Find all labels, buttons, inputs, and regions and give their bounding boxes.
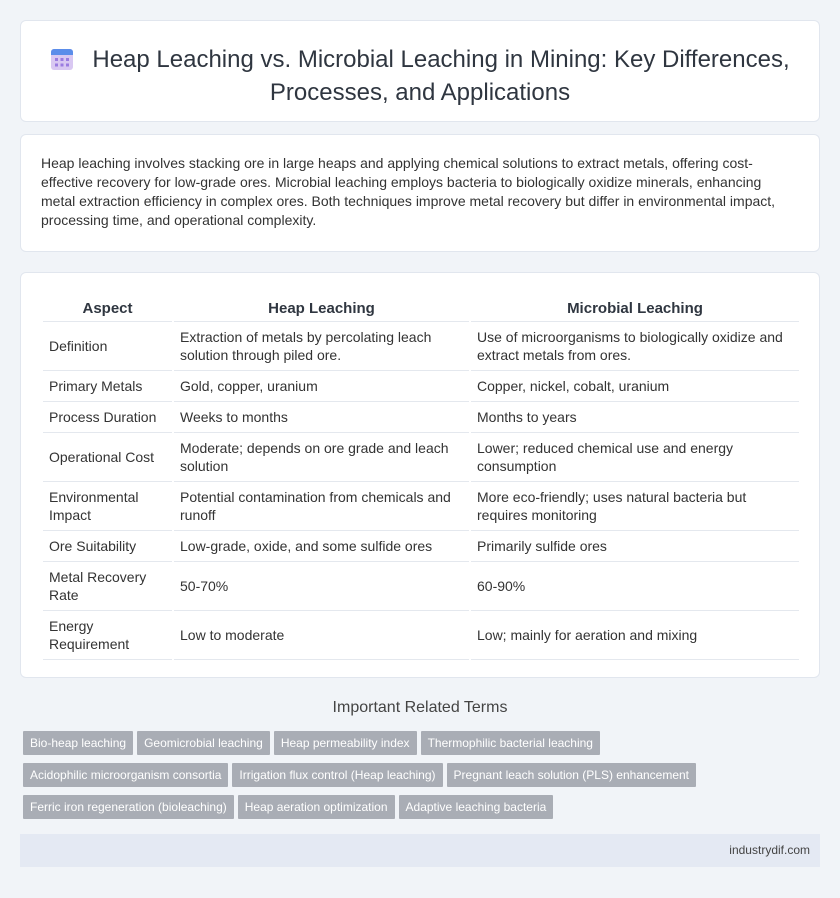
- row-microbial-value: 60-90%: [471, 562, 799, 611]
- table-row: [43, 371, 799, 402]
- title-line-1: Heap Leaching vs. Microbial Leaching in Mining: Key Differences,: [92, 46, 790, 73]
- related-term-tag[interactable]: Adaptive leaching bacteria: [399, 795, 554, 819]
- header-heap-leaching: Heap Leaching: [174, 295, 469, 322]
- calendar-icon: [50, 47, 74, 78]
- row-aspect: Process Duration: [43, 402, 172, 433]
- row-heap-value: 50-70%: [174, 562, 469, 611]
- table-row: [43, 611, 799, 660]
- table-row: [43, 562, 799, 611]
- table-row: [43, 482, 799, 531]
- row-aspect: Environmental Impact: [43, 482, 172, 531]
- row-microbial-value: Primarily sulfide ores: [471, 531, 799, 562]
- title-line-2: Processes, and Applications: [269, 79, 571, 106]
- table-row: [43, 531, 799, 562]
- header-microbial-leaching: Microbial Leaching: [471, 295, 799, 322]
- intro-paragraph: Heap leaching involves stacking ore in large heaps and applying chemical solutions to extract metals, offering cost-effective recovery for low-grade ores. Microbial leaching employs bacteria to biologically oxidize minerals, enhancing metal extraction efficiency in complex ores. Both techniques improve metal recovery but differ in environmental impact, processing time, and operational complexity.: [41, 155, 776, 228]
- table-row: [43, 402, 799, 433]
- related-terms-list: [23, 731, 823, 827]
- row-heap-value: Extraction of metals by percolating leach solution through piled ore.: [174, 322, 469, 371]
- row-aspect: Definition: [43, 322, 172, 371]
- header-aspect: Aspect: [43, 295, 172, 322]
- row-microbial-value: Use of microorganisms to biologically oxidize and extract metals from ores.: [471, 322, 799, 371]
- row-aspect: Ore Suitability: [43, 531, 172, 562]
- comparison-table-card: [20, 272, 820, 678]
- row-microbial-value: Copper, nickel, cobalt, uranium: [471, 371, 799, 402]
- table-header-row: [43, 295, 799, 322]
- related-term-tag[interactable]: Bio-heap leaching: [23, 731, 133, 755]
- row-aspect: Metal Recovery Rate: [43, 562, 172, 611]
- row-heap-value: Weeks to months: [174, 402, 469, 433]
- related-term-tag[interactable]: Heap aeration optimization: [238, 795, 395, 819]
- row-aspect: Operational Cost: [43, 433, 172, 482]
- related-term-tag[interactable]: Ferric iron regeneration (bioleaching): [23, 795, 234, 819]
- title-card: [20, 20, 820, 122]
- row-heap-value: Moderate; depends on ore grade and leach solution: [174, 433, 469, 482]
- row-microbial-value: Low; mainly for aeration and mixing: [471, 611, 799, 660]
- related-term-tag[interactable]: Pregnant leach solution (PLS) enhancement: [447, 763, 696, 787]
- comparison-table: [41, 295, 801, 660]
- row-microbial-value: More eco-friendly; uses natural bacteria but requires monitoring: [471, 482, 799, 531]
- row-microbial-value: Lower; reduced chemical use and energy consumption: [471, 433, 799, 482]
- row-aspect: Energy Requirement: [43, 611, 172, 660]
- row-heap-value: Low-grade, oxide, and some sulfide ores: [174, 531, 469, 562]
- row-microbial-value: Months to years: [471, 402, 799, 433]
- related-term-tag[interactable]: Thermophilic bacterial leaching: [421, 731, 600, 755]
- row-heap-value: Low to moderate: [174, 611, 469, 660]
- row-aspect: Primary Metals: [43, 371, 172, 402]
- related-terms-title: Important Related Terms: [332, 699, 508, 716]
- row-heap-value: Potential contamination from chemicals and runoff: [174, 482, 469, 531]
- footer-site[interactable]: industrydif.com: [729, 843, 810, 857]
- related-term-tag[interactable]: Acidophilic microorganism consortia: [23, 763, 228, 787]
- table-row: [43, 433, 799, 482]
- related-term-tag[interactable]: Geomicrobial leaching: [137, 731, 270, 755]
- footer: [20, 834, 820, 867]
- intro-card: [20, 134, 820, 252]
- related-term-tag[interactable]: Irrigation flux control (Heap leaching): [232, 763, 442, 787]
- page-title: [21, 45, 819, 107]
- row-heap-value: Gold, copper, uranium: [174, 371, 469, 402]
- table-row: [43, 322, 799, 371]
- related-term-tag[interactable]: Heap permeability index: [274, 731, 417, 755]
